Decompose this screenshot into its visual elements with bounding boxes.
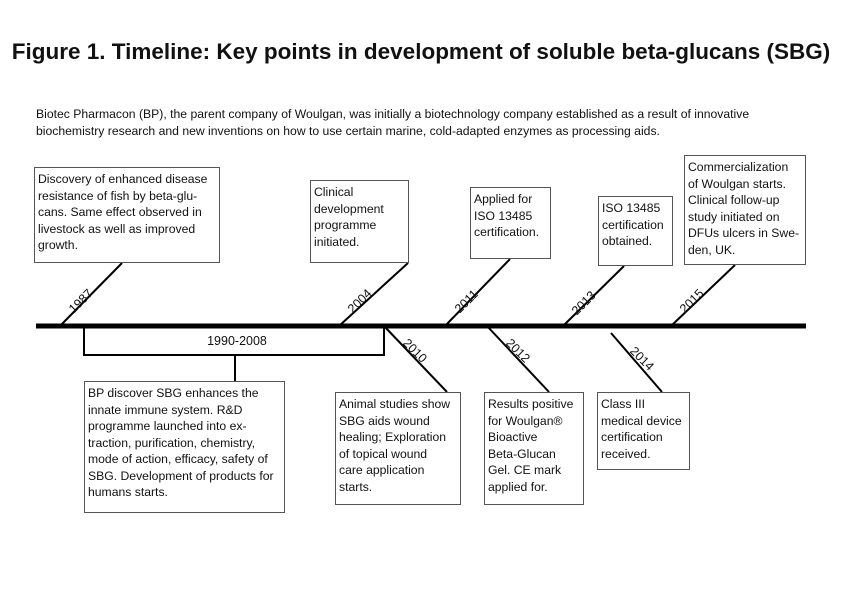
event-box-2011: Applied for ISO 13485 certification.: [470, 187, 551, 259]
event-box-2013: ISO 13485 certification obtained.: [598, 196, 673, 266]
event-box-2010: Animal studies show SBG aids wound healing; Exploration of topical wound care application starts.: [335, 392, 461, 505]
year-label-2013: 2013: [569, 288, 599, 318]
intro-paragraph: Biotec Pharmacon (BP), the parent company of Woulgan, was initially a biotechnology company established as a result of innovative biochemistry research and new inventions on how to use certain marine, cold-adapted enzymes as processing aids.: [36, 107, 750, 138]
event-box-2014: Class III medical device certification received.: [597, 392, 690, 470]
event-box-1990-2008: BP discover SBG enhances the innate immune system. R&D programme launched into ex- traction, purification, chemistry, mode of action, efficacy, safety of SBG. Development of products for humans starts.: [84, 381, 285, 513]
event-box-2015: Commercialization of Woulgan starts. Clinical follow-up study initiated on DFUs ulcers in Swe- den, UK.: [684, 155, 806, 265]
year-label-1987: 1987: [66, 286, 96, 316]
year-label-2014: 2014: [627, 344, 657, 374]
span-label-1990-2008: 1990-2008: [207, 334, 267, 348]
event-box-1987: Discovery of enhanced disease resistance of fish by beta-glu- cans. Same effect observed in livestock as well as improved growth.: [34, 167, 220, 263]
year-label-2015: 2015: [677, 286, 707, 316]
year-label-2010: 2010: [400, 336, 430, 366]
year-label-2011: 2011: [452, 286, 481, 316]
year-label-2012: 2012: [503, 336, 533, 366]
figure-title: Figure 1. Timeline: Key points in development of soluble beta-glucans (SBG): [11, 39, 831, 64]
year-label-2004: 2004: [345, 286, 375, 316]
event-box-2012: Results positive for Woulgan® Bioactive Beta-Glucan Gel. CE mark applied for.: [484, 392, 584, 505]
event-box-2004: Clinical development programme initiated.: [310, 180, 409, 263]
